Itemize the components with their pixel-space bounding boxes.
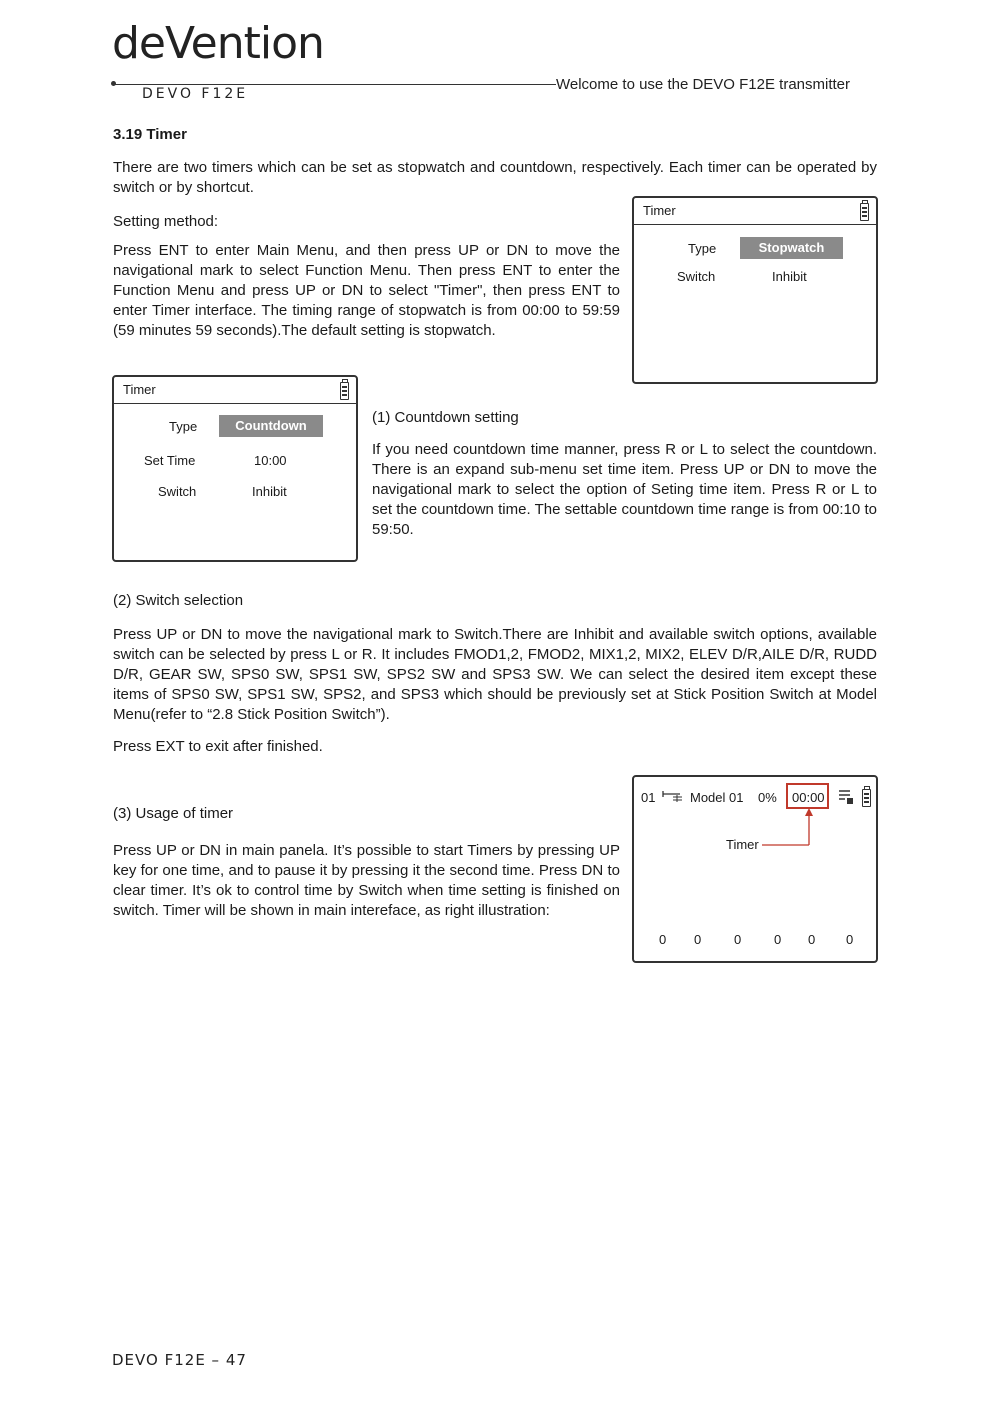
timer-stopwatch-screen bbox=[632, 196, 878, 384]
bottom-value: 0 bbox=[774, 932, 782, 947]
exit-paragraph: Press EXT to exit after finished. bbox=[113, 738, 323, 755]
setting-method-paragraph: Press ENT to enter Main Menu, and then press UP or DN to move the navigational mark to select Function Menu. Then press ENT to enter the Function Menu and press UP or DN to select "Timer", then press ENT to enter Timer interface. The timing range of stopwatch is from 00:00 to 59:59 (59 minutes 59 seconds).The default setting is stopwatch. bbox=[113, 242, 620, 339]
bottom-value: 0 bbox=[808, 932, 816, 947]
model-name: Model 01 bbox=[690, 790, 744, 805]
main-interface-screen bbox=[632, 775, 878, 963]
model-trim-icon bbox=[662, 789, 684, 803]
devention-logo: deVention bbox=[112, 18, 324, 69]
set-time-value[interactable]: 10:00 bbox=[254, 453, 287, 468]
type-value-selected[interactable]: Stopwatch bbox=[740, 237, 843, 259]
screen-title-bar bbox=[634, 198, 876, 225]
screen-title-bar bbox=[114, 377, 356, 404]
switch-label: Switch bbox=[158, 484, 197, 499]
page-footer: DEVO F12E – 47 bbox=[112, 1351, 247, 1369]
timer-callout-label: Timer bbox=[726, 837, 759, 852]
section-title: 3.19 Timer bbox=[113, 126, 187, 143]
timer-countdown-screen bbox=[112, 375, 358, 562]
bottom-value: 0 bbox=[659, 932, 667, 947]
screen-title: Timer bbox=[643, 203, 676, 218]
bottom-value: 0 bbox=[734, 932, 742, 947]
switch-value[interactable]: Inhibit bbox=[772, 269, 807, 284]
switch-paragraph: Press UP or DN to move the navigational mark to Switch.There are Inhibit and available switch options, available switch can be selected by press L or R. It includes FMOD1,2, FMOD2, MIX1,2, MIX2, ELEV D/R,AILE D/R, RUDD D/R, GEAR SW, SPS0 SW, SPS1 SW, SPS2 SW and SPS3 SW. We can select the desired item except these items of SPS0 SW, SPS1 SW, SPS2, and SPS3 which should be previously set at Stick Position Switch at Model Menu(refer to “2.8 Stick Position Switch”). bbox=[113, 626, 877, 723]
screen-title: Timer bbox=[123, 382, 156, 397]
header-tagline: Welcome to use the DEVO F12E transmitter bbox=[556, 76, 851, 93]
countdown-heading: (1) Countdown setting bbox=[372, 409, 519, 426]
type-label: Type bbox=[169, 419, 198, 434]
switch-label: Switch bbox=[677, 269, 716, 284]
battery-icon bbox=[862, 789, 871, 807]
type-label: Type bbox=[688, 241, 717, 256]
usage-heading: (3) Usage of timer bbox=[113, 805, 234, 822]
header-rule bbox=[112, 84, 556, 85]
bottom-value: 0 bbox=[846, 932, 854, 947]
switch-value[interactable]: Inhibit bbox=[252, 484, 287, 499]
setting-method-label: Setting method: bbox=[113, 213, 219, 230]
type-value-selected[interactable]: Countdown bbox=[219, 415, 323, 437]
switch-heading: (2) Switch selection bbox=[113, 592, 244, 609]
battery-icon bbox=[860, 203, 869, 221]
intro-paragraph: There are two timers which can be set as stopwatch and countdown, respectively. Each timer can be operated by switch or by shortcut. bbox=[113, 159, 877, 196]
timer-callout-arrow bbox=[762, 807, 822, 849]
set-time-label: Set Time bbox=[144, 453, 196, 468]
usage-paragraph: Press UP or DN in main panela. It’s possible to start Timers by pressing UP key for one time, and to pause it by pressing it the second time. Press DN to clear timer. It’s ok to control time by Switch when time setting is finished on switch. Timer will be shown in main intereface, as right illustration: bbox=[113, 842, 620, 919]
timer-value[interactable]: 00:00 bbox=[792, 790, 825, 805]
logo-subtitle: DEVO F12E bbox=[142, 86, 249, 102]
lock-list-icon bbox=[838, 789, 854, 805]
model-number: 01 bbox=[641, 790, 656, 805]
bottom-value: 0 bbox=[694, 932, 702, 947]
battery-icon bbox=[340, 382, 349, 400]
throttle-percent: 0% bbox=[758, 790, 777, 805]
countdown-paragraph: If you need countdown time manner, press R or L to select the countdown. There is an expand sub-menu set time item. Press UP or DN to move the navigational mark to select the option of Seting time item. Press R or L to set the countdown time. The settable countdown time range is from 00:10 to 59:50. bbox=[372, 441, 877, 538]
